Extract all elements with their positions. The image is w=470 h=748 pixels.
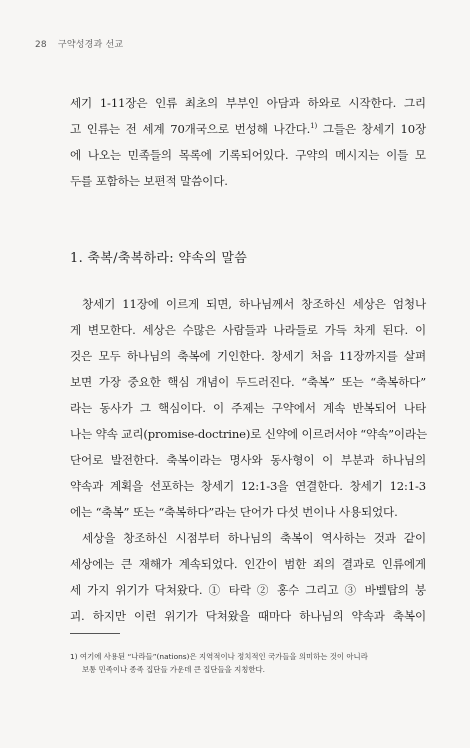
body-line: 단어로 발전한다. 축복이라는 명사와 동사형이 이 부분과 하나님의 [70, 453, 426, 467]
book-title: 구약성경과 선교 [57, 40, 124, 50]
body-line: 약속과 계획을 선포하는 창세기 12:1-3을 연결한다. 창세기 12:1-3 [70, 479, 426, 493]
section-heading: 1. 축복/축복하라: 약속의 말씀 [70, 251, 248, 266]
body-line: 세상을 창조하신 시점부터 하나님의 축복이 역사하는 것과 같이 [82, 531, 426, 545]
footnote-text: 1) 여기에 사용된 “나라들”(nations)은 지역적이나 정치적인 국가들을 의미하는 것이 아니라 [70, 652, 368, 661]
body-line: 게 변모한다. 세상은 수많은 사람들과 나라들로 가득 차게 된다. 이 [70, 323, 426, 337]
body-line: 괴. 하지만 이런 위기가 닥쳐왔을 때마다 하나님의 약속과 축복이 [70, 609, 426, 623]
body-line: 세상에는 큰 재해가 계속되었다. 인간이 범한 죄의 결과로 인류에게 [70, 557, 426, 571]
body-line: 세기 1-11장은 인류 최초의 부부인 아담과 하와로 시작한다. 그리 [70, 96, 426, 110]
body-line: 창세기 11장에 이르게 되면, 하나님께서 창조하신 세상은 엄청나 [82, 297, 426, 311]
body-line: 것은 모두 하나님의 축복에 기인한다. 창세기 처음 11장까지를 살펴 [70, 349, 426, 363]
footnote-divider [70, 633, 120, 634]
body-line: 나는 약속 교리(promise-doctrine)로 신약에 이르러서야 “약속”이라는 [70, 427, 428, 441]
running-header [35, 37, 123, 50]
body-line [70, 122, 426, 136]
body-line: 세 가지 위기가 닥쳐왔다. ① 타락 ② 홍수 그리고 ③ 바벨탑의 붕 [70, 583, 426, 597]
body-line: 에 나오는 민족들의 목록에 기록되어있다. 구약의 메시지는 이들 모 [70, 148, 426, 162]
footnote-reference[interactable]: 1) [310, 122, 318, 131]
footnote-text: 보통 민족이나 종족 집단들 가운데 큰 집단들을 지칭한다. [82, 665, 266, 674]
body-line: 에는 “축복” 또는 “축복하다”라는 단어가 다섯 번이나 사용되었다. [70, 505, 398, 519]
body-line-text: 고 인류는 전 세계 70개국으로 번성해 나간다. [70, 122, 311, 136]
body-line: 두를 포함하는 보편적 말씀이다. [70, 174, 228, 188]
body-line: 라는 동사가 그 핵심이다. 이 주제는 구약에서 계속 반복되어 나타 [70, 401, 426, 415]
body-line: 보면 가장 중요한 핵심 개념이 두드러진다. “축복” 또는 “축복하다” [70, 375, 426, 389]
page-number: 28 [35, 40, 47, 50]
body-line-text: 그들은 창세기 10장 [317, 122, 427, 136]
